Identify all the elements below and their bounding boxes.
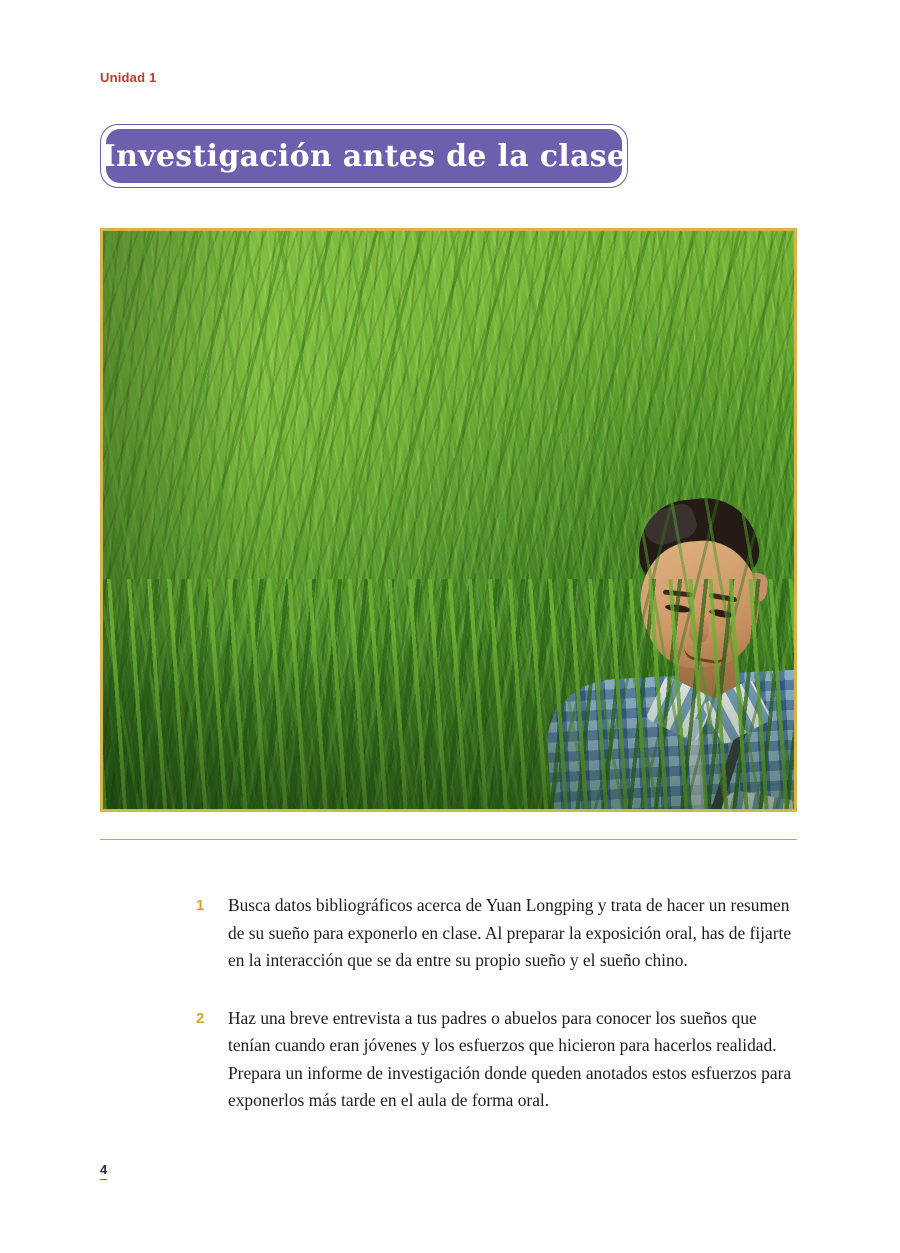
page-title: Investigación antes de la clase: [101, 138, 627, 174]
unit-label: Unidad 1: [100, 70, 157, 85]
section-title-banner: [100, 124, 628, 188]
photo-image: [103, 231, 794, 809]
page-number: 4: [100, 1163, 107, 1180]
task-text: Busca datos bibliográficos acerca de Yuan Longping y trata de hacer un resumen de su sueño para exponerlo en clase. Al preparar la exposición oral, has de fijarte en la interacción que se da entre su propio sueño y el sueño chino.: [228, 895, 792, 970]
task-list: [196, 892, 796, 1145]
banner-fill: [101, 129, 627, 183]
list-item: [196, 1005, 796, 1115]
task-number: 1: [196, 897, 205, 914]
task-number: 2: [196, 1009, 205, 1027]
shadow-bottom: [103, 629, 794, 809]
task-text: Haz una breve entrevista a tus padres o abuelos para conocer los sueños que tenían cuando eran jóvenes y los esfuerzos que hicieron para hacerlos realidad. Prepara un informe de investigación donde queden anotados estos esfuerzos para exponerlos más tarde en el aula de forma oral.: [228, 1007, 792, 1110]
section-divider: [100, 839, 797, 840]
list-item: [196, 892, 796, 975]
photo-figure: [100, 228, 797, 812]
